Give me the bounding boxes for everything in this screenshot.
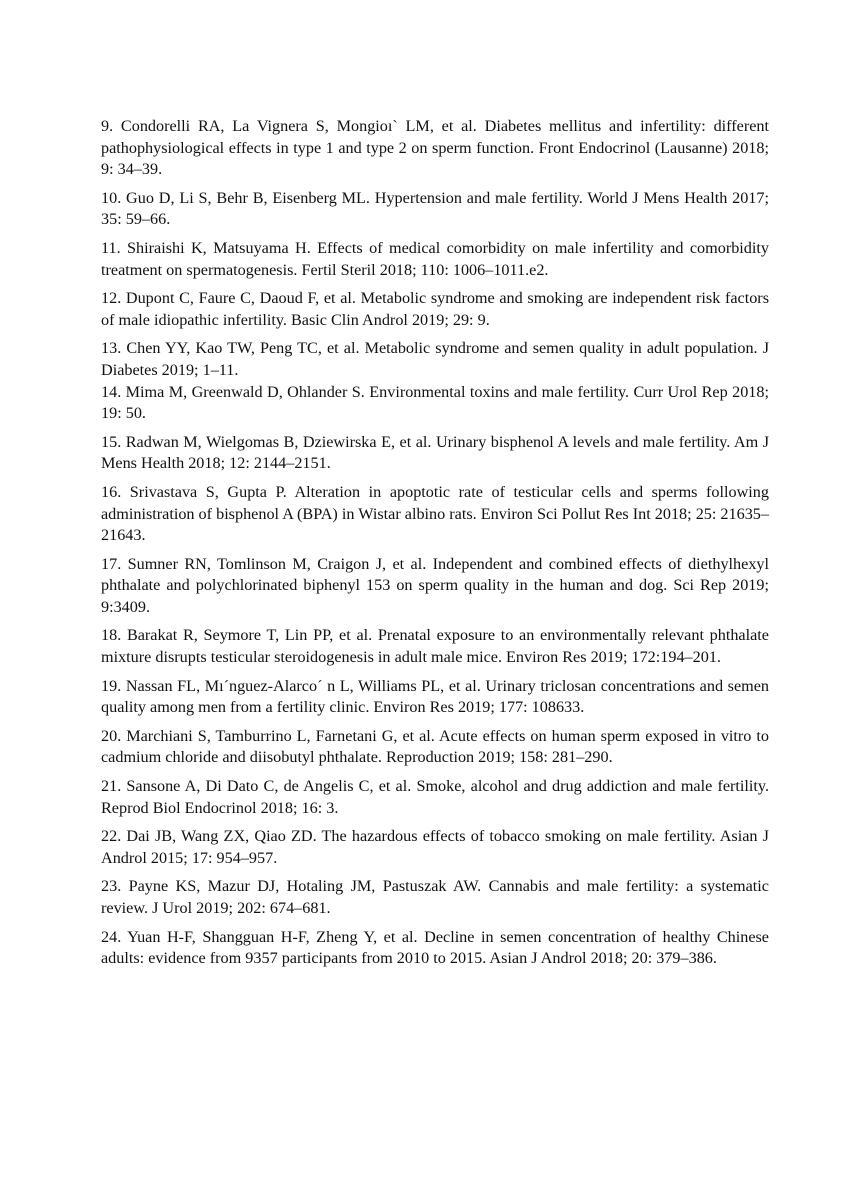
reference-item-24: 24. Yuan H-F, Shangguan H-F, Zheng Y, et al. Decline in semen concentration of healthy Chinese adults: evidence from 9357 participants from 2010 to 2015. Asian J Androl 2018; 20: 379–386.: [101, 927, 769, 968]
reference-item-21: 21. Sansone A, Di Dato C, de Angelis C, et al. Smoke, alcohol and drug addiction and male fertility. Reprod Biol Endocrinol 2018; 16: 3.: [101, 777, 769, 817]
reference-item-19: 19. Nassan FL, Mı´nguez-Alarco´ n L, Williams PL, et al. Urinary triclosan concentrations and semen quality among men from a fertility clinic. Environ Res 2019; 177: 108633.: [101, 676, 769, 717]
reference-item-18: 18. Barakat R, Seymore T, Lin PP, et al. Prenatal exposure to an environmentally relevant phthalate mixture disrupts testicular steroidogenesis in adult male mice. Environ Res 2019; 172:194–201.: [101, 626, 769, 667]
reference-item-12: 12. Dupont C, Faure C, Daoud F, et al. Metabolic syndrome and smoking are independent risk factors of male idiopathic infertility. Basic Clin Androl 2019; 29: 9.: [101, 289, 769, 329]
reference-item-15: 15. Radwan M, Wielgomas B, Dziewirska E, et al. Urinary bisphenol A levels and male fertility. Am J Mens Health 2018; 12: 2144–2151.: [101, 432, 769, 473]
reference-item-13: 13. Chen YY, Kao TW, Peng TC, et al. Metabolic syndrome and semen quality in adult population. J Diabetes 2019; 1–11.: [101, 339, 769, 379]
reference-item-14: 14. Mima M, Greenwald D, Ohlander S. Environmental toxins and male fertility. Curr Urol Rep 2018; 19: 50.: [101, 382, 769, 423]
reference-item-23: 23. Payne KS, Mazur DJ, Hotaling JM, Pastuszak AW. Cannabis and male fertility: a systematic review. J Urol 2019; 202: 674–681.: [101, 877, 769, 917]
reference-item-17: 17. Sumner RN, Tomlinson M, Craigon J, et al. Independent and combined effects of diethylhexyl phthalate and polychlorinated biphenyl 153 on sperm quality in the human and dog. Sci Rep 2019; 9:3409.: [101, 554, 769, 616]
reference-item-16: 16. Srivastava S, Gupta P. Alteration in apoptotic rate of testicular cells and sperms following administration of bisphenol A (BPA) in Wistar albino rats. Environ Sci Pollut Res Int 2018; 25: 21635–21643.: [101, 482, 769, 545]
reference-item-10: 10. Guo D, Li S, Behr B, Eisenberg ML. Hypertension and male fertility. World J Mens Health 2017; 35: 59–66.: [101, 188, 769, 229]
reference-item-11: 11. Shiraishi K, Matsuyama H. Effects of medical comorbidity on male infertility and comorbidity treatment on spermatogenesis. Fertil Steril 2018; 110: 1006–1011.e2.: [101, 238, 769, 279]
reference-item-9: 9. Condorelli RA, La Vignera S, Mongioı` LM, et al. Diabetes mellitus and infertility: different pathophysiological effects in type 1 and type 2 on sperm function. Front Endocrinol (Lausanne) 2018; 9: 34–39.: [101, 117, 769, 179]
reference-item-20: 20. Marchiani S, Tamburrino L, Farnetani G, et al. Acute effects on human sperm exposed in vitro to cadmium chloride and diisobutyl phthalate. Reproduction 2019; 158: 281–290.: [101, 726, 769, 767]
reference-item-22: 22. Dai JB, Wang ZX, Qiao ZD. The hazardous effects of tobacco smoking on male fertility. Asian J Androl 2015; 17: 954–957.: [101, 827, 769, 867]
reference-list: [101, 116, 769, 977]
